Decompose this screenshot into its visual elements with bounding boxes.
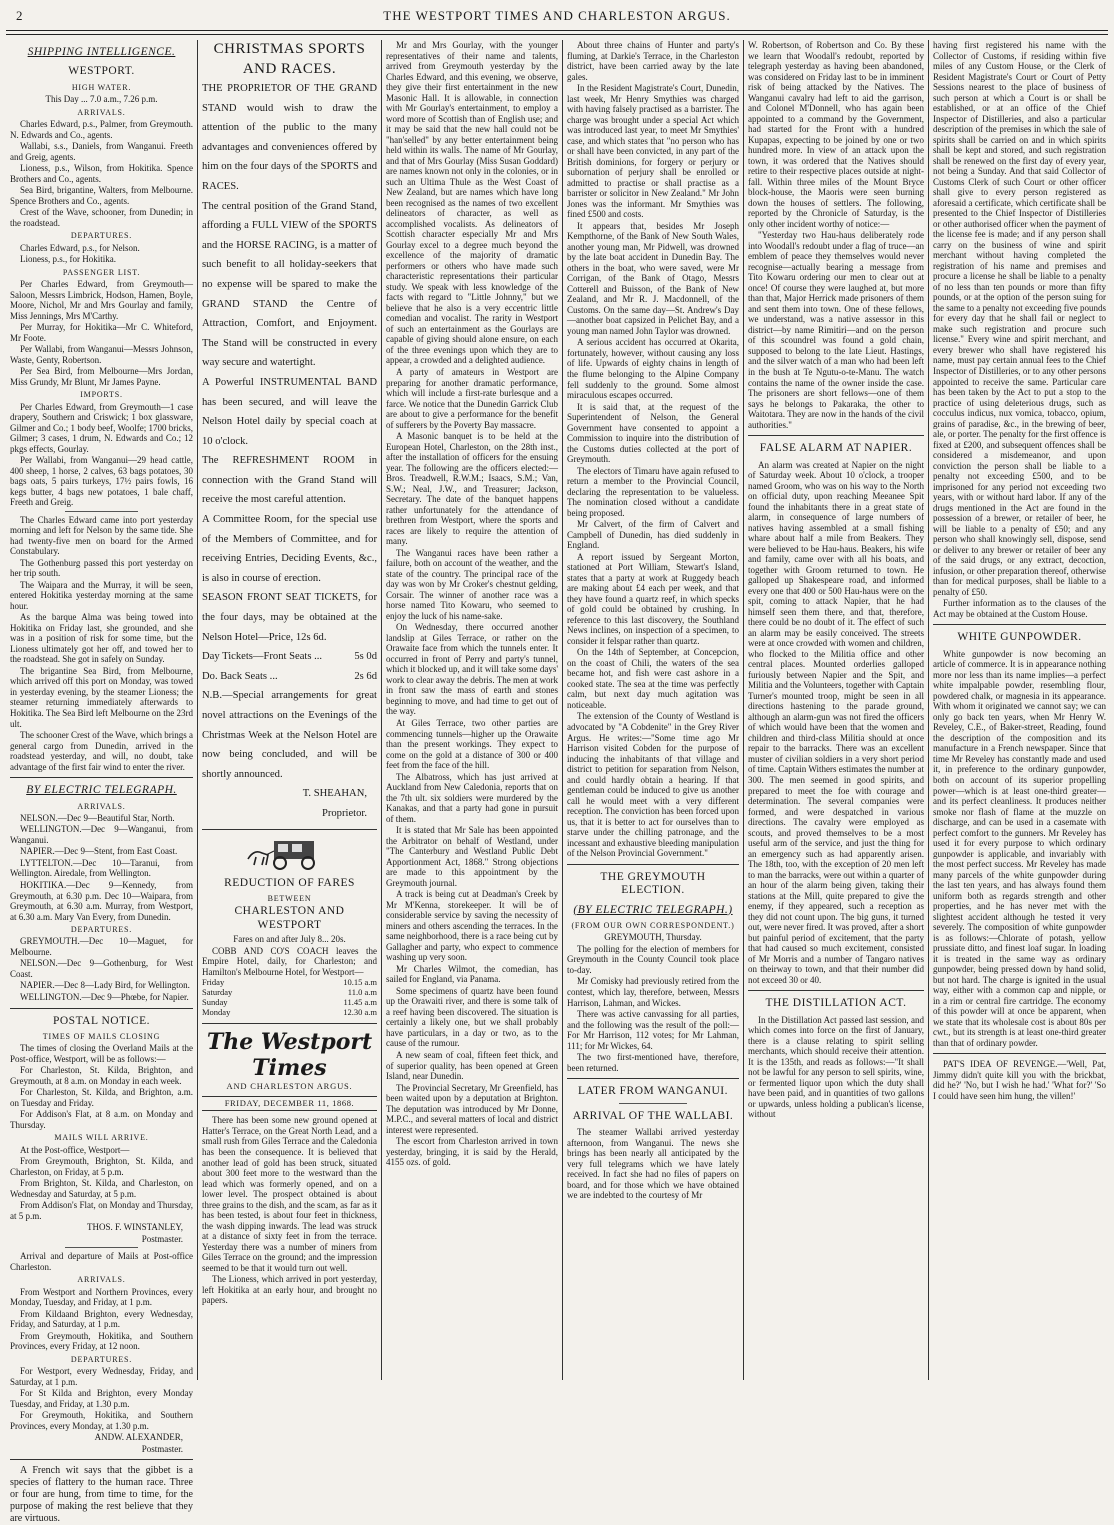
arrival-entry: Charles Edward, p.s., Palmer, from Greymouth. N. Edwards and Co., agents. — [10, 119, 193, 140]
ad-nb: N.B.—Special arrangements for great novel attractions on the Evenings of the Christmas Week at the Nelson Hotel are now being concluded, and will be shortly announced. — [202, 690, 377, 780]
tel-arrival: LYTTELTON.—Dec 10—Taranui, from Wellington. Airedale, from Wellington. — [10, 857, 193, 879]
charleston-departure: For St Kilda and Brighton, every Monday Tuesday, and Friday, at 1.30 p.m. — [10, 1388, 193, 1409]
news-paragraph: A track is being cut at Deadman's Creek by Mr M'Kenna, storekeeper. It will be of considerable service by saving the necessity of miners and others ascending the terraces. In the same neighborhood, there is a race being cut by Gallagher and party, who expect to commence washing up very soon. — [386, 889, 558, 963]
arrival-entry: Crest of the Wave, schooner, from Dunedin; in the roadstead. — [10, 207, 193, 228]
timetable-day: Saturday — [202, 987, 233, 998]
ad-paragraph: The REFRESHMENT ROOM in connection with the Grand Stand will receive the most careful attention. — [202, 455, 377, 506]
ad-paragraph: The central position of the Grand Stand, affording a FULL VIEW of the SPORTS and the HORSE RACING, is a matter of such benefit to all holiday-seekers that no expense will be spared to make the GRAND STAND the Centre of Attraction, Comfort, and Enjoyment. The Stand will be constructed in every way secure and watertight. — [202, 200, 377, 369]
charleston-departure: For Westport, every Wednesday, Friday, and Saturday, at 1 p.m. — [10, 1366, 193, 1387]
postal-line: From Brighton, St. Kilda, and Charleston, on Wednesday and Saturday, at 5 p.m. — [10, 1178, 193, 1199]
postal-line: For Addison's Flat, at 8 a.m. on Monday and Thursday. — [10, 1109, 193, 1130]
postal-line: From Greymouth, Brighton, St. Kilda, and Charleston, on Friday, at 5 p.m. — [10, 1156, 193, 1177]
charleston-arrival: From Westport and Northern Provinces, every Monday, Tuesday, and Friday, at 1 p.m. — [10, 1286, 193, 1308]
nameplate-subtitle: AND CHARLESTON ARGUS. — [226, 1080, 353, 1091]
news-paragraph: On the 14th of September, at Concepcion, on the coast of Chili, the waters of the sea became hot, and fish were cast ashore in a cooked state. The sea at the time was perfectly calm, but next day much agitation was noticeable. — [567, 647, 739, 710]
ad-paragraph: A Committee Room, for the special use of the Members of Committee, and for receiving Entries, Deciding Events, &c., is also in course of erection. — [202, 514, 377, 584]
news-paragraph: The Provincial Secretary, Mr Greenfield, has been waited upon by a deputation at Brighton. The deputation was introduced by Mr Donne, M.P.C., and several matters of local and district interest were represented. — [386, 1082, 558, 1135]
ticket-label: Day Tickets—Front Seats ... — [202, 651, 323, 663]
timetable-day: Monday — [202, 1007, 231, 1018]
arrivals-label: ARRIVALS. — [77, 107, 126, 117]
timetable-day: Sunday — [202, 997, 228, 1008]
departure-entry: Charles Edward, p.s., for Nelson. — [20, 242, 140, 253]
postal-heading: POSTAL NOTICE. — [52, 1014, 150, 1027]
column-distillation-continued — [929, 40, 1110, 1380]
news-paragraph: At Giles Terrace, two other parties are commencing tunnels—higher up the Orawaite than the present workings. They expect to come on the gold at a distance of 300 or 400 feet from the face of the hill. — [386, 718, 558, 771]
tel-departure: GREYMOUTH.—Dec 10—Maguet, for Melbourne. — [10, 936, 193, 957]
christmas-sports-ad — [202, 79, 377, 824]
arrival-entry: Lioness, p.s., Wilson, from Hokitika. Spence Brothers and Co., agents. — [10, 163, 193, 184]
short-rule — [65, 1247, 138, 1248]
ticket-price: 5s 0d — [354, 651, 377, 663]
news-paragraph: W. Robertson, of Robertson and Co. By these we learn that Woodall's redoubt, reported by telegraph yesterday as having been abandoned, was considered on Friday last to be in imminent risk of being attacked by the Natives. The Wanganui cavalry had left to aid the garrison, and Colonel M'Donnell, who has again been appointed to a command by the Government, had started for the Front with a hundred Kupapas, expecting to be joined by one or two hundred more. In view of an attack upon the town, it was ordered that the Natives should retire to their respective places outside at night-fall. Within three miles of the Mount Bryce block-house, the Maoris were seen burning down the houses of settlers. The following, reported by the Chronicle of Saturday, is the only other incident worthy of notice:— — [748, 40, 924, 229]
news-paragraph: Mr Charles Wilmot, the comedian, has sailed for England, via Panama. — [386, 963, 558, 985]
section-rule — [202, 829, 377, 830]
ad-paragraph: A Powerful INSTRUMENTAL BAND has been secured, and will leave the Nelson Hotel daily by special coach at 10 o'clock. — [202, 376, 377, 447]
charleston-arrival: From Kildaand Brighton, every Wednesday, Friday, and Saturday, at 1 p.m. — [10, 1308, 193, 1330]
charleston-postmaster-title: Postmaster. — [141, 1443, 183, 1454]
news-paragraph: A serious accident has occurred at Okarita, fortunately, however, without causing any loss of life. Upwards of eighty chains in length of the flume belonging to the Alpine Company fell suddenly to the ground. Some almost miraculous escapes occurred. — [567, 337, 739, 401]
westport-subheading: WESTPORT. — [68, 65, 135, 78]
proprietor-title: Proprietor. — [321, 807, 367, 819]
news-paragraph: The Albatross, which has just arrived at Auckland from New Caledonia, reports that on the 7th ult. six soldiers were murdered by the Kanakas, and that a party had gone in pursuit of them. — [386, 771, 558, 824]
section-rule — [567, 864, 739, 865]
tel-arrival: NELSON.—Dec 9—Beautiful Star, North. — [20, 812, 175, 823]
postal-line: At the Post-office, Westport— — [20, 1144, 130, 1155]
section-rule — [933, 1053, 1106, 1054]
fares-route: CHARLESTON AND WESTPORT — [234, 905, 345, 931]
gibbet-paragraph: A French wit says that the gibbet is a species of flattery to the human race. Three or four are hung, from time to time, for the purpose of making the rest believe that they are virtuous. — [10, 1465, 193, 1525]
tel-departures-label: DEPARTURES. — [70, 925, 133, 935]
postal-line: For Charleston, St. Kilda, Brighton, and Greymouth, at 8 a.m. on Monday in each week. — [10, 1065, 193, 1086]
news-paragraph: In the Resident Magistrate's Court, Dunedin, last week, Mr Henry Smythies was charged with having falsely practised as a barrister. The charge was brought under a special Act which was introduced last year, to meet Mr Smythies' case, and which states that "no person who has or shall have been convicted, in any part of the British dominions, for forgery or perjury or subornation of perjury shall be enrolled or admitted to practise or shall practise as a barrister or solicitor in New Zealand." Mr John Jones was the informant. Mr Smythies was fined £500 and costs. — [567, 83, 739, 220]
import-entry: Per Charles Edward, from Greymouth—1 case drapery, Southern and Criswick; 1 box glassware, Gilmer and Co.; 1 body beef, Woolfe; 1700 bricks, Gilmer; 3 cases, 1 drum, N. Edwards and Co.; 12 pkgs effects, Gourlay. — [10, 401, 193, 454]
timetable-row — [202, 1008, 377, 1018]
election-paragraph: The polling for the election of members for Greymouth in the County Council took place to-day. — [567, 943, 739, 975]
high-water-times: This Day ... 7.0 a.m., 7.26 p.m. — [45, 94, 158, 105]
shipping-news: The Gothenburg passed this port yesterday on her trip south. — [10, 557, 193, 579]
passenger-entry: Per Wallabi, from Wanganui—Messrs Johnson, Waste, Genty, Robertson. — [10, 344, 193, 365]
wallabi-heading: ARRIVAL OF THE WALLABI. — [572, 1109, 734, 1122]
fares-line: Fares on and after July 8... 20s. — [233, 934, 346, 945]
tel-arrival: WELLINGTON.—Dec 9—Wanganui, from Wanganui. — [10, 824, 193, 845]
gunpowder-paragraph: White gunpowder is now becoming an article of commerce. It is in appearance nothing more nor less than its name implies—a perfect white impalpable powder, resembling flour, powdered chalk, or magnesia in its appearance. With whom it originated we cannot say; we can only go back ten years, when Mr Henry W. Reveley, C.E., of Baker-street, Reading, found the description of the composition and its manufacture in a French newspaper. Since that time Mr Reveley has constantly made and used it, in preference to the ordinary gunpowder, both on account of its superior propelling power—which is at least one-third greater—and its perfect cleanliness. It produces neither smoke nor flash of flame at the muzzle on discharge, and can be used in a casemate with perfect comfort to the gunners. Mr Reveley has used it for every purpose to which ordinary gunpowder is applicable, and invariably with the most perfect success. Mr Reveley has made many parcels of the white gunpowder during the last ten years, and has always found them uniform both as regards strength and other properties, and he has never met with the slightest accident although he tested it very severely. The composition of white gunpowder is as follows:—Chlorate of potash, yellow prussiate ditto, and finest loaf sugar. In loading it is treated in the same way as ordinary gunpowder, being pressed down by hand solid, but not hard. The charge is ignited in the usual way, either with a common cap and nipple, or in a rim or central fire cartridge. The economy of this powder will at once be apparent, when we state that its wholesale cost is about 80s per cwt., but its strength is at least one-third greater than that of ordinary powder. — [933, 648, 1106, 1048]
section-rule — [933, 624, 1106, 625]
shipping-news: The Charles Edward came into port yesterday morning and left for Nelson by the same tide. She had twenty-five men on board for the Armed Constabulary. — [10, 514, 193, 557]
ad-paragraph: THE PROPRIETOR OF THE GRAND STAND would wish to draw the attention of the public to the many advantages and conveniences offered by him on the four days of the SPORTS and RACES. — [202, 83, 377, 192]
shipping-heading: SHIPPING INTELLIGENCE. — [27, 46, 176, 58]
napier-paragraph: An alarm was created at Napier on the night of Saturday week. About 10 o'clock, a trooper named Groom, who was on his way to the North on official duty, upon reaching Meeanee Spit found the inhabitants there in a great state of alarm, in consequence of large numbers of natives having assembled at a small fishing whare about half a mile from Beakers. They were believed to be Hau-haus. Beakers, his wife and family, came over with all his boats, and together with Groom returned to town. He galloped up Shakespeare road, and informed every one that 400 or 500 Hau-haus were on the spit, coming to attack Napier, that he had himself seen them there, and that, therefore, there could be no doubt of it. The effect of such an alarm may be easily conceived. The streets were at once crowded with women and children, who flocked to the Militia office and other central places. Mounted orderlies galloped furiously between Napier and the Spit, and Militia and the Volunteers, together with Captain Turner's mounted troop, might be seen in all directions hastening to the parade ground, although an alarm-gun was not fired the officers of which would have been that the women and children and third-class Militia should at once repair to the barracks. There was an excellent muster of civilian soldiers in a very short period of time. Captain Withers estimates the number at 300. The men seemed in good spirits, and prepared to meet the foe with courage and determination. The several companies were formed, and were despatched in various directions. The cavalry were employed as scouts, and proved themselves to be a most useful arm of the service, and just the thing for an emergency such as had apparently arisen. The 18th, too, with the exception of 20 men left to man the barracks, were out within a quarter of an hour of the alarm being given, taking their stations at the Mill, quite prepared to give the enemy, if they appeared, such a reception as they did not count upon. The big guns, it turned out, were never fired. It was proved, after a short but painful period of excitement, that the party that had caused so much excitement, consisted of Mr Morris and a number of Tangaro natives on theirway to town, and that their number did not exceed 30 or 40. — [748, 459, 924, 985]
postal-line: The times of closing the Overland Mails at the Post-office, Westport, will be as follows:— — [10, 1043, 193, 1064]
fares-heading: REDUCTION OF FARES — [224, 876, 355, 889]
import-entry: Per Wallabi, from Wanganui—29 head cattle, 400 sheep, 1 horse, 2 calves, 63 bags potatoes, 30 bags oats, 5 pairs turkeys, 17½ pairs fowls, 16 kegs butter, 4 bags new potatoes, 1 bale chaff, Freeth and Greig. — [10, 455, 193, 508]
ticket-price: 2s 6d — [354, 670, 377, 682]
ticket-row — [202, 647, 377, 667]
distillation-footer: Further information as to the clauses of the Act may be obtained at the Custom House. — [933, 598, 1106, 619]
tel-departure: NELSON.—Dec 9—Gothenburg, for West Coast. — [10, 958, 193, 979]
news-paragraph: About three chains of Hunter and party's fluming, at Darkie's Terrace, in the Charleston district, have been carried away by the late gales. — [567, 40, 739, 82]
postal-arrive-label: MAILS WILL ARRIVE. — [54, 1133, 149, 1143]
correspondent-line: (FROM OUR OWN CORRESPONDENT.) — [571, 921, 735, 931]
charleston-postmaster-signature: ANDW. ALEXANDER, — [94, 1432, 183, 1443]
passenger-entry: Per Murray, for Hokitika—Mr C. Whiteford, Mr Foote. — [10, 322, 193, 343]
news-paragraph: The extension of the County of Westland is advocated by "A Cobdenite" in the Grey River Argus. He writes:—"Some time ago Mr Harrison visited Cobden for the purpose of inducing the inhabitants of that village and district to petition for separation from Nelson, and could hardly obtain a hearing. If that gentleman could be induced to give us another call he would meet with a very different reception. The conviction has been forced upon us, that it is better to act for ourselves than to starve under the chilling patronage, and the incessant and exhaustive bleeding manipulation of the Nelson Provincial Government." — [567, 711, 739, 859]
distillation-continued: having first registered his name with the Collector of Customs, if residing within five miles of any Custom House, or the Clerk of Resident Magistrate's Court or Court of Petty Sessions nearest to the place of business of such person at which a Court is or shall be established, or at an office of the Chief Inspector of Distilleries, and also a particular description of the premises in which the sale of spirits shall be carried on and in which spirits shall be kept and stored, and such registration shall be renewed on the first day of every year, not being a Sunday. And that said Collector of Customs Clerk of such Court or other officer shall give to every person registered as aforesaid a certificate, which certificate shall be presented to the Chief Inspector of Distilleries or other authorised officer when the payment of the license fee is made; and if any person shall carry on the business of wine and spirit merchant without having completed the registration of his name and premises and procure a license he shall be liable to a penalty of no less than ten pounds or more than fifty pounds, or at the option of the person suing for the same to a penalty not exceeding five pounds for every day that he shall fail or neglect to make such registration and procure such license." Every wine and spirit merchant, and every brewer who shall have registered his name, must pay certain annual fees to the Chief Inspector of Distilleries, or to any other persons appointed to receive the same. Particular care has been taken by the Act to put a stop to the practice of using deleterious drugs, such as cocculus indicus, nux vomica, tobacco, opium, grains of paradise, &c., in the brewing of beer, ale, or porter. The penalty for the first offence is fixed at £200, and subsequent offences shall be considered a misdemeanor, and upon conviction the person shall be liable to a penalty not exceeding £500, and to be imprisoned for any period not exceeding two years, with or without hard labor. If any of the drugs mentioned in the Act are found in the possession of a brewer, or retailer of beer, he will be liable to a penalty of £50; and any person who shall knowingly sell, dispose, send or deliver to any brewer or retailer of beer any of the said drugs, or any extract, decoction, infusion, or other preparation thereof, otherwise than for medical purposes, shall be liable to a penalty of £50. — [933, 40, 1106, 597]
fares-between: BETWEEN — [267, 894, 312, 904]
postal-line: From Addison's Flat, on Monday and Thursday, at 5 p.m. — [10, 1200, 193, 1221]
tel-departure: WELLINGTON.—Dec 9—Phœbe, for Napier. — [20, 992, 189, 1002]
column-general-news — [563, 40, 743, 1380]
greymouth-election-heading: THE GREYMOUTH ELECTION. — [600, 870, 706, 897]
ticket-label: Do. Back Seats ... — [202, 670, 278, 682]
telegraph-heading: BY ELECTRIC TELEGRAPH. — [26, 784, 177, 797]
page-number: 2 — [16, 8, 23, 23]
postal-line: For Charleston, St. Kilda, and Brighton, a.m. on Tuesday and Friday. — [10, 1087, 193, 1108]
masthead-rule — [6, 30, 1108, 31]
greymouth-dateline: GREYMOUTH, Thursday. — [604, 932, 702, 943]
timetable-day: Friday — [202, 977, 225, 988]
timetable-time: 10.15 a.m — [343, 977, 377, 988]
news-paragraph: A party of amateurs in Westport are preparing for another dramatic performance, which will include a first-rate burlesque and a farce. We notice that the Dunedin Garrick Club are about to give a performance for the benefit of sufferers by the Poverty Bay massacre. — [386, 366, 558, 430]
charleston-arrival: From Greymouth, Hokitika, and Southern Provinces, every Friday, at 12 noon. — [10, 1330, 193, 1352]
passenger-list-label: PASSENGER LIST. — [62, 267, 141, 277]
proprietor-signature: T. SHEAHAN, — [302, 788, 367, 800]
news-paragraph: The electors of Timaru have again refused to return a member to the Provincial Council, declaring the representation to be valueless. The nomination closed without a candidate being proposed. — [567, 465, 739, 518]
arrival-entry: Sea Bird, brigantine, Walters, from Melbourne. Spence Brothers and Co., agents. — [10, 185, 193, 206]
section-rule — [10, 1459, 193, 1460]
wanganui-heading: LATER FROM WANGANUI. — [577, 1085, 729, 1098]
column-napier — [744, 40, 928, 1380]
news-paragraph: A new seam of coal, fifteen feet thick, and of superior quality, has been opened at Green Island, near Dunedin. — [386, 1049, 558, 1082]
section-rule — [10, 777, 193, 778]
wallabi-paragraph: The steamer Wallabi arrived yesterday afternoon, from Wanganui. The news she brings has been nearly all anticipated by the very full telegrams which we have lately received. In fact she had no files of papers on board, and for those which we have obtained we are indebted to the courtesy of Mr — [567, 1127, 739, 1201]
news-paragraph: A report issued by Sergeant Morton, stationed at Port William, Stewart's Island, states that a party at work at Ruggedy beach are making about £4 each per week, and that they have found a quartz reef, in which specks of gold could be obtained by crushing. In reference to this last discovery, the Southland News inclines, on inspection of a specimen, to consider it felspar rather than quartz. — [567, 551, 739, 646]
charleston-mail-intro: Arrival and departure of Mails at Post-office Charleston. — [10, 1251, 193, 1272]
ticket-prices — [202, 647, 377, 686]
coach-illustration-icon — [244, 835, 336, 873]
tel-arrival: NAPIER.—Dec 9—Stent, from East Coast. — [20, 846, 178, 857]
editorial-paragraph: There has been some new ground opened at Hatter's Terrace, on the Great North Lead, and a small rush from Giles Terrace and the Caledonia has been the consequence. It is believed that another lead of gold has been struck, situated about 300 feet more to the westward than the lead which was formerly opened, and on a lower level. The prospect obtained is about three grains to the dish, and the scam, as far as it has been tested, is about four feet in thickness, the wash dipping inwards. The lead was struck at a distance of sixty feet in from the terrace. Yesterday there was a number of miners from Giles Terrace on the ground; and the impression seemed to be that it would turn out well. — [202, 1115, 377, 1273]
shipping-news: As the barque Alma was being towed into Hokitika on Friday last, she grounded, and she was in a position of risk for some time, but the Lioness ultimately got her off, and towed her to the roadstead. She got in safely on Sunday. — [10, 612, 193, 665]
distillation-paragraph: In the Distillation Act passed last session, and which comes into force on the first of January, there is a clause relating to spirit selling merchants, which should receive their attention. It is the 135th, and reads as follows:—"It shall not be lawful for any person to sell spirits, wine, or fermented liquor upon which the duty shall have been paid, and in quantities of two gallons or upwards, unless holding a publican's license, without — [748, 1014, 924, 1120]
coach-timetable — [202, 978, 377, 1018]
departure-entry: Lioness, p.s., for Hokitika. — [20, 254, 116, 265]
timetable-time: 12.30 a.m — [343, 1007, 377, 1018]
ticket-row — [202, 667, 377, 687]
news-paragraph: It is said that, at the request of the Superintendent of Nelson, the General Government have consented to appoint a Commission to inquire into the distribution of the Customs duties collected at the port of Greymouth. — [567, 401, 739, 465]
tel-arrivals-label: ARRIVALS. — [77, 801, 126, 811]
short-rule — [65, 511, 138, 512]
news-paragraph: The Wanganui races have been rather a failure, both on account of the weather, and the state of the country. The principal race of the day was won by Mr Croker's chestnut gelding, Corsair. The winner of another race was a horse named Tito Kowaru, who seemed to enjoy the luck of his name-sake. — [386, 547, 558, 621]
fares-body: COBB AND CO'S COACH leaves the Empire Hotel, daily, for Charleston; and Hamilton's Melbourne Hotel, for Westport— — [202, 945, 377, 977]
timetable-time: 11.0 a.m — [347, 987, 377, 998]
column-advertisements — [198, 40, 381, 1380]
distillation-heading: THE DISTILLATION ACT. — [765, 997, 907, 1010]
postal-subheading: TIMES OF MAILS CLOSING — [42, 1031, 161, 1041]
shipping-news: The schooner Crest of the Wave, which brings a general cargo from Dunedin, arrived in the roadstead yesterday, and will, no doubt, take advantage of the first fair wind to enter the river. — [10, 730, 193, 772]
news-paragraph: It appears that, besides Mr Joseph Kempthorne, of the Bank of New South Wales, another young man, Mr Pidwell, was drowned by the late boat accident in Dunedin Bay. The others in the boat, who were saved, were Mr Corrigan, of the Bank of Otago, Messrs Cotterell and Buisson, of the Bank of New Zealand, and Mr R. J. Macdonnell, of the Customs. On the same day—St. Andrew's Day—another boat capsized in Pelichet Bay, and a young man named John Taylor was drowned. — [567, 220, 739, 336]
masthead — [0, 0, 1114, 34]
column-local-news — [382, 40, 562, 1380]
news-paragraph: The escort from Charleston arrived in town yesterday, bringing, it is said by the Herald, 4155 ozs. of gold. — [386, 1136, 558, 1168]
news-paragraph: A Masonic banquet is to be held at the European Hotel, Charleston, on the 28th inst., after the installation of officers for the ensuing year. The following are the officers elected:—Bros. Treadwell, R.W.M.; Isaacs, S.M.; Van, S.W.; Neal, J.W., and Treasurer; Jackson, Secretary. The date of the banquet happens rather unfortunately for the attendance of brethren from Westport, where the sports and races are likely to require the attention of many. — [386, 431, 558, 547]
section-rule — [10, 1008, 193, 1009]
election-paragraph: The two first-mentioned have, therefore, been returned. — [567, 1052, 739, 1073]
short-rule — [619, 1103, 688, 1104]
high-water-label: HIGH WATER. — [71, 82, 132, 92]
news-paragraph: Mr Calvert, of the firm of Calvert and Campbell of Dunedin, has died suddenly in England. — [567, 519, 739, 551]
ad-paragraph: SEASON FRONT SEAT TICKETS, for the four days, may be obtained at the Nelson Hotel—Price, 12s 6d. — [202, 592, 377, 643]
shipping-news: The brigantine Sea Bird, from Melbourne, which arrived off this port on Monday, was towed in yesterday evening, by the steamer Lioness; the steamer returning immediately afterwards to Hokitika. The Sea Bird left Melbourne on the 23rd ult. — [10, 665, 193, 729]
timetable-time: 11.45 a.m — [343, 997, 377, 1008]
postmaster-title: Postmaster. — [141, 1233, 183, 1244]
news-paragraph: Some specimens of quartz have been found up the Orawaiti river, and there is some talk of a reef having been discovered. The situation is certainly a likely one, but we shall probably have particulars, in a day or two, as to the cause of the rumour. — [386, 985, 558, 1049]
masthead-rule-thin — [6, 34, 1108, 35]
napier-heading: FALSE ALARM AT NAPIER. — [759, 442, 913, 455]
section-rule — [202, 1023, 377, 1024]
postmaster-signature: THOS. F. WINSTANLEY, — [87, 1222, 183, 1233]
tel-arrival: HOKITIKA.—Dec 9—Kennedy, from Greymouth, at 6.30 p.m. Dec 10—Waipara, from Greymouth, at 6.30 a.m. Murray, from Westport, at 6.30 a.m. Mary Van Every, from Dunedin. — [10, 880, 193, 922]
tel-departure: NAPIER.—Dec 8—Lady Bird, for Wellington. — [20, 980, 190, 991]
charleston-departure: For Greymouth, Hokitika, and Southern Provinces, every Monday, at 1.30 p.m. — [10, 1410, 193, 1431]
news-paragraph: Mr and Mrs Gourlay, with the younger representatives of their name and talents, arrived from Greymouth yesterday by the Charles Edward, and this evening, we observe, they give their first entertainment in the new Masonic Hall. It is allowable, in connection with Mr Gourlay's entertainment, to employ a word more of Scottish than of English use; and it may be said that the new hall could not be "han'selled" by any better entertainment being held within its walls. The name of Mr Gourlay, and that of Mrs Gourlay (Miss Susan Goddard) are names known not only in the colonies, or in such an Ultima Thule as the West Coast of New Zealand, but are names which have long been recognised as the names of two excellent delineators of character, as well as accomplished vocalists. As delineators of Scottish character especially Mr and Mrs Gourlay excel to a degree much beyond the excellence of the majority of dramatic performers or others who have made such characteristic representations their particular study. We speak with less knowledge of the facts with regard to "Little Johnny," but we believe that he also is a very eccentric little comedian and vocalist. The rarity in Westport of such an entertainment as the Gourlays are capable of giving should alone ensure, on each of the three evenings upon which they are to appear, a crowded and a delighted audience. — [386, 40, 558, 366]
section-rule — [748, 990, 924, 991]
column-shipping — [6, 40, 197, 1525]
news-paragraph: It is stated that Mr Sale has been appointed the Arbitrator on behalf of Westland, under "The Canterbury and Westland Public Debt Apportionment Act, 1868." Strong objections are made to this appointment by the Greymouth journal. — [386, 825, 558, 888]
charleston-departures-label: DEPARTURES. — [70, 1354, 133, 1364]
news-paragraph: On Wednesday, there occurred another landslip at Giles Terrace, or rather on the Orawaite face from which the tunnels enter. It occurred in front of Perry and party's tunnel, which it blocked up, and it will take some days' work to clear away the debris. The men at work in front saw the mass of earth and stones beginning to move, and had time to get out of the way. — [386, 622, 558, 717]
newspaper-nameplate: The Westport Times — [206, 1029, 373, 1081]
imports-label: IMPORTS. — [80, 390, 123, 400]
editorial-paragraph: The Lioness, which arrived in port yesterday, left Hokitika at an early hour, and brought no papers. — [202, 1274, 377, 1306]
section-rule — [567, 1078, 739, 1079]
gunpowder-heading: WHITE GUNPOWDER. — [957, 631, 1082, 644]
newspaper-running-title: THE WESTPORT TIMES AND CHARLESTON ARGUS. — [383, 8, 731, 23]
issue-date: FRIDAY, DECEMBER 11, 1868. — [202, 1096, 377, 1112]
greymouth-telegraph-sub: (BY ELECTRIC TELEGRAPH.) — [573, 903, 733, 916]
departures-label: DEPARTURES. — [70, 231, 133, 241]
christmas-sports-ad-title: CHRISTMAS SPORTS AND RACES. — [213, 41, 366, 77]
news-paragraph: "Yesterday two Hau-haus deliberately rode into Woodall's redoubt under a flag of truce—an emblem of peace they themselves would never recognise—actually bearing a message from Tito Kowaru ordering our men to clear out at once! Of course they were laughed at, but more than that, Major Herrick made prisoners of them and sent them into town. One of these fellows, we understand, was a native assessor in this district—by name Rimitiri—and on the person of this scoundrel was found a gold chain, supposed to belong to the late Lieut. Hastings, and the silver watch of a man who had been left in the bush at Te Ngutu-o-te-Manu. The watch contains the name of the owner inside the case. The prisoners are short fellows—one of them says he belongs to Pakaraka, the other to Waitotara. They are now in the hands of the civil authorities." — [748, 230, 924, 430]
election-paragraph: Mr Comisky had previously retired from the contest, which lay, therefore, between, Messrs Harrison, Lahman, and Wickes. — [567, 976, 739, 1008]
election-paragraph: There was active canvassing for all parties, and the following was the result of the poll:—For Mr Harrison, 112 votes; for Mr Lahman, 111; for Mr Wickes, 64. — [567, 1009, 739, 1051]
section-rule — [748, 435, 924, 436]
shipping-news: The Waipara and the Murray, it will be seen, entered Hokitika yesterday morning at the same hour. — [10, 579, 193, 611]
pats-revenge-paragraph: PAT'S IDEA OF REVENGE.—'Well, Pat, Jimmy didn't quite kill you with the brickbat, did he?' 'No, but I wish he had.' 'What for?' 'So I could have seen him hung, the villen!' — [933, 1059, 1106, 1101]
passenger-entry: Per Charles Edward, from Greymouth—Saloon, Messrs Limbrick, Hodson, Hamen, Boyle, Moore, Nichol, Mr and Mrs Gourlay and family, Miss Jennings, Mrs M'Carthy. — [10, 279, 193, 321]
arrival-entry: Wallabi, s.s., Daniels, from Wanganui. Freeth and Greig, agents. — [10, 141, 193, 162]
charleston-arrivals-label: ARRIVALS. — [77, 1275, 126, 1285]
passenger-entry: Per Sea Bird, from Melbourne—Mrs Jordan, Miss Grundy, Mr Blunt, Mr James Payne. — [10, 366, 193, 387]
